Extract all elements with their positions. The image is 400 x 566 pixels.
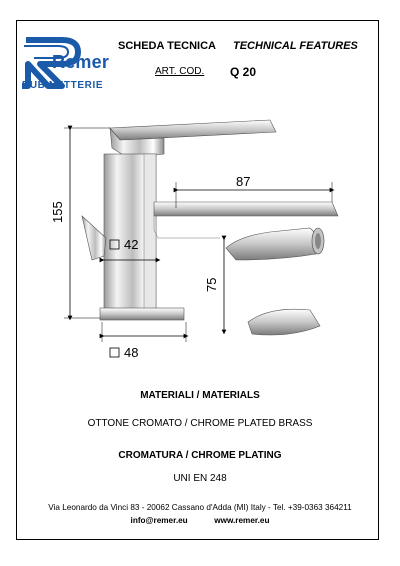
brand-name: Remer bbox=[52, 52, 110, 72]
article-code: Q 20 bbox=[230, 65, 257, 79]
materials-title: MATERIALI / MATERIALS bbox=[140, 390, 260, 401]
popup-lever bbox=[82, 216, 106, 260]
title-italian: SCHEDA TECNICA bbox=[118, 40, 216, 52]
swivel-nozzle bbox=[226, 228, 324, 260]
mixer-body bbox=[100, 154, 184, 320]
dimension-spout-height-label: 75 bbox=[204, 277, 219, 292]
drain-plug bbox=[248, 309, 320, 335]
brand-subtitle: RUBINETTERIE bbox=[22, 80, 104, 91]
dimension-spout-label: 87 bbox=[236, 174, 251, 189]
footer-contacts bbox=[0, 516, 400, 525]
plating-text: UNI EN 248 bbox=[173, 473, 227, 484]
footer-email[interactable]: info@remer.eu bbox=[130, 516, 188, 525]
footer-website[interactable]: www.remer.eu bbox=[214, 516, 270, 525]
materials-text: OTTONE CROMATO / CHROME PLATED BRASS bbox=[87, 418, 313, 429]
lever-handle bbox=[110, 120, 276, 158]
article-code-label: ART. COD. bbox=[155, 66, 205, 77]
dimension-square-label: 42 bbox=[124, 237, 139, 252]
footer-address: Via Leonardo da Vinci 83 - 20062 Cassano d'Adda (MI) Italy - Tel. +39-0363 364211 bbox=[48, 503, 352, 512]
dimension-base-label: 48 bbox=[124, 345, 139, 360]
plating-title: CROMATURA / CHROME PLATING bbox=[118, 450, 282, 461]
technical-drawing bbox=[40, 110, 370, 380]
title-english: TECHNICAL FEATURES bbox=[233, 40, 358, 52]
square-symbol-icon bbox=[110, 348, 119, 357]
dimension-height-label: 155 bbox=[50, 201, 65, 223]
